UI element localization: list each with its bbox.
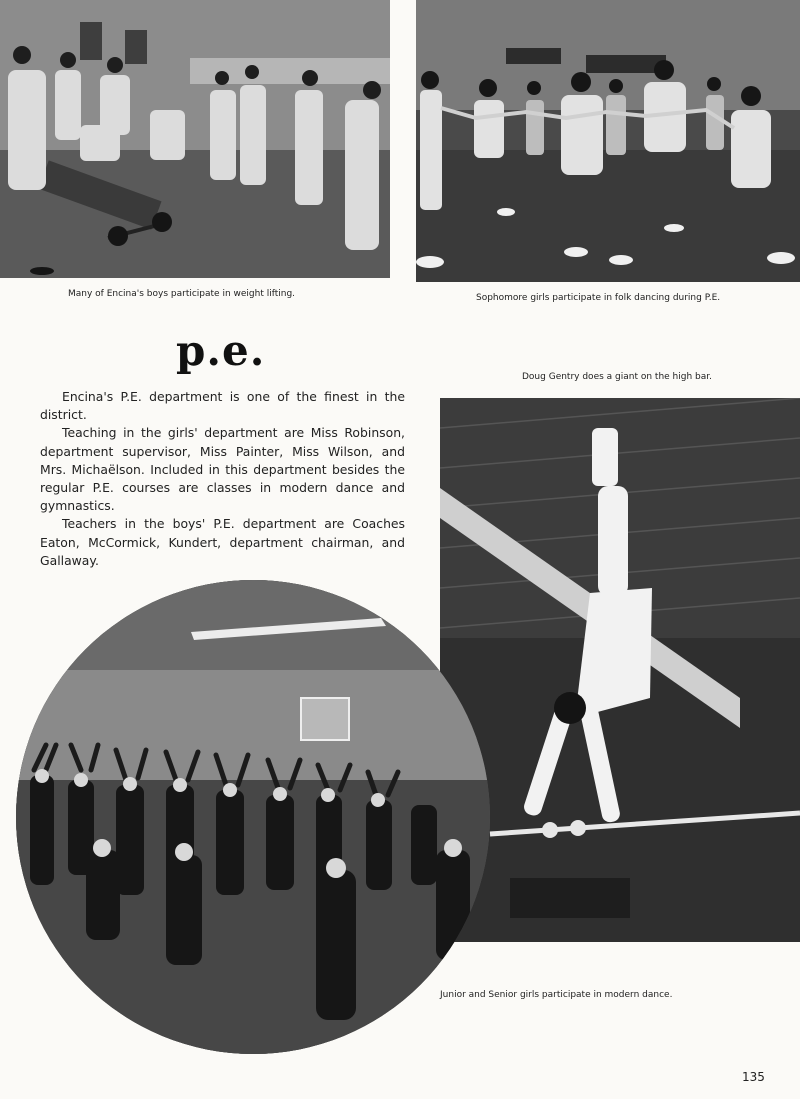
modern-dance-caption: Junior and Senior girls participate in modern dance. [440, 990, 673, 1000]
modern-dance-photo [16, 580, 490, 1054]
article-body [40, 388, 405, 570]
article-paragraph: Teaching in the girls' department are Miss Robinson, department supervisor, Miss Painter, Miss Wilson, and Mrs. Michaëlson. Included in this department besides the regular P.E. courses are classes in modern dance and gymnastics. [40, 425, 405, 514]
article-paragraph: Teachers in the boys' P.E. department are Coaches Eaton, McCormick, Kundert, department chairman, and Gallaway. [40, 516, 405, 568]
page-title: p.e. [176, 326, 266, 375]
weight-lifting-photo [0, 0, 390, 278]
high-bar-caption: Doug Gentry does a giant on the high bar. [522, 372, 712, 382]
article-paragraph: Encina's P.E. department is one of the finest in the district. [40, 389, 405, 423]
page-number: 135 [742, 1070, 765, 1084]
folk-dancing-caption: Sophomore girls participate in folk dancing during P.E. [476, 293, 721, 303]
folk-dancing-photo [416, 0, 800, 282]
high-bar-photo [440, 398, 800, 942]
weight-lifting-caption: Many of Encina's boys participate in weight lifting. [68, 289, 296, 299]
